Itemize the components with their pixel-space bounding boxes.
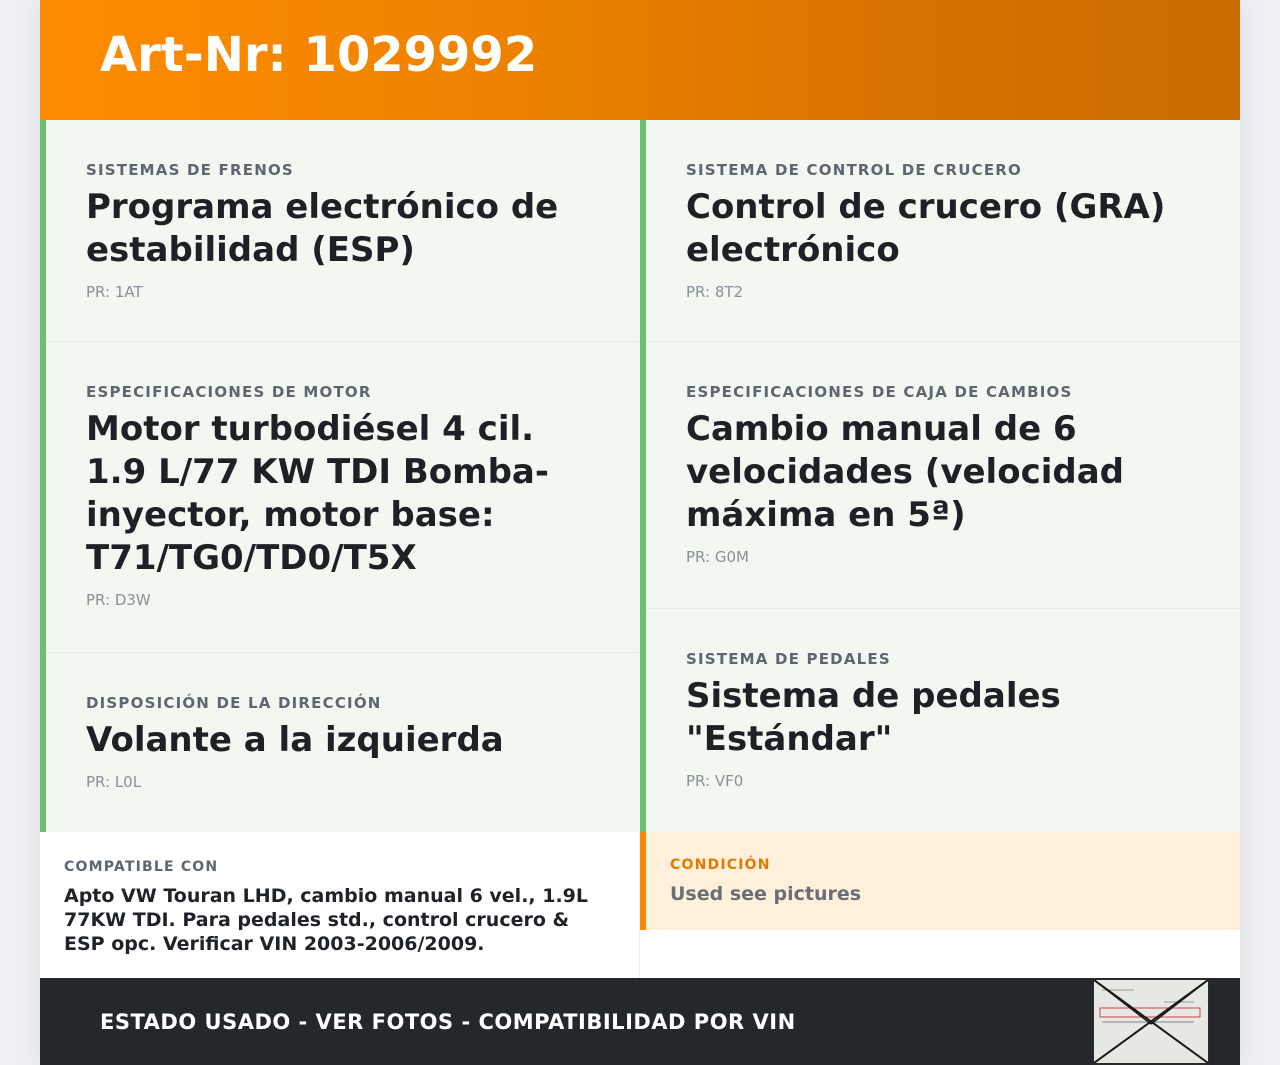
spec-card-steering xyxy=(46,653,640,832)
spec-column-right xyxy=(640,120,1240,832)
spec-card-brakes xyxy=(46,120,640,342)
spec-pr-code: PR: 8T2 xyxy=(686,283,744,301)
spec-pr-code: PR: L0L xyxy=(86,773,142,791)
spec-title: Cambio manual de 6 velocidades (velocidad máxima en 5ª) xyxy=(686,409,1124,535)
spec-category: ESPECIFICACIONES DE CAJA DE CAMBIOS xyxy=(686,383,1073,401)
article-number-title: Art-Nr: 1029992 xyxy=(100,27,538,83)
spec-category: DISPOSICIÓN DE LA DIRECCIÓN xyxy=(86,694,382,712)
page xyxy=(40,0,1240,1065)
spec-pr-code: PR: D3W xyxy=(86,591,151,609)
spec-title: Control de crucero (GRA) electrónico xyxy=(686,187,1166,270)
data-plate-photo-icon xyxy=(1094,980,1208,1063)
spec-title: Motor turbodiésel 4 cil. 1.9 L/77 KW TDI Bomba-inyector, motor base: T71/TG0/TD0/T5X xyxy=(86,409,549,578)
spec-card-engine xyxy=(46,342,640,653)
spec-pr-code: PR: VF0 xyxy=(686,772,744,790)
spec-category: ESPECIFICACIONES DE MOTOR xyxy=(86,383,372,401)
condition-text: Used see pictures xyxy=(670,883,862,905)
compatibility-text: Apto VW Touran LHD, cambio manual 6 vel., 1.9L 77KW TDI. Para pedales std., control crucero & ESP opc. Verificar VIN 2003-2006/2009. xyxy=(64,885,589,955)
condition-label: CONDICIÓN xyxy=(670,857,771,873)
footer-text: ESTADO USADO - VER FOTOS - COMPATIBILIDAD POR VIN xyxy=(100,1009,796,1034)
header xyxy=(40,0,1240,120)
footer-bar xyxy=(40,978,1240,1065)
spec-pr-code: PR: 1AT xyxy=(86,283,143,301)
spec-card-pedals xyxy=(646,609,1240,832)
data-plate-thumbnail[interactable] xyxy=(1092,978,1210,1065)
spec-card-cruise-control xyxy=(646,120,1240,342)
spec-card-gearbox xyxy=(646,342,1240,609)
condition-box xyxy=(640,832,1240,930)
spec-title: Sistema de pedales "Estándar" xyxy=(686,676,1061,759)
compatibility-box xyxy=(40,832,640,978)
spec-column-left xyxy=(40,120,640,832)
spec-title: Programa electrónico de estabilidad (ESP) xyxy=(86,187,559,270)
spec-category: SISTEMAS DE FRENOS xyxy=(86,161,294,179)
spec-pr-code: PR: G0M xyxy=(686,548,749,566)
spec-category: SISTEMA DE PEDALES xyxy=(686,650,891,668)
spec-category: SISTEMA DE CONTROL DE CRUCERO xyxy=(686,161,1022,179)
compatibility-label: COMPATIBLE CON xyxy=(64,859,219,875)
spec-title: Volante a la izquierda xyxy=(86,720,504,760)
spec-grid xyxy=(40,120,1240,832)
